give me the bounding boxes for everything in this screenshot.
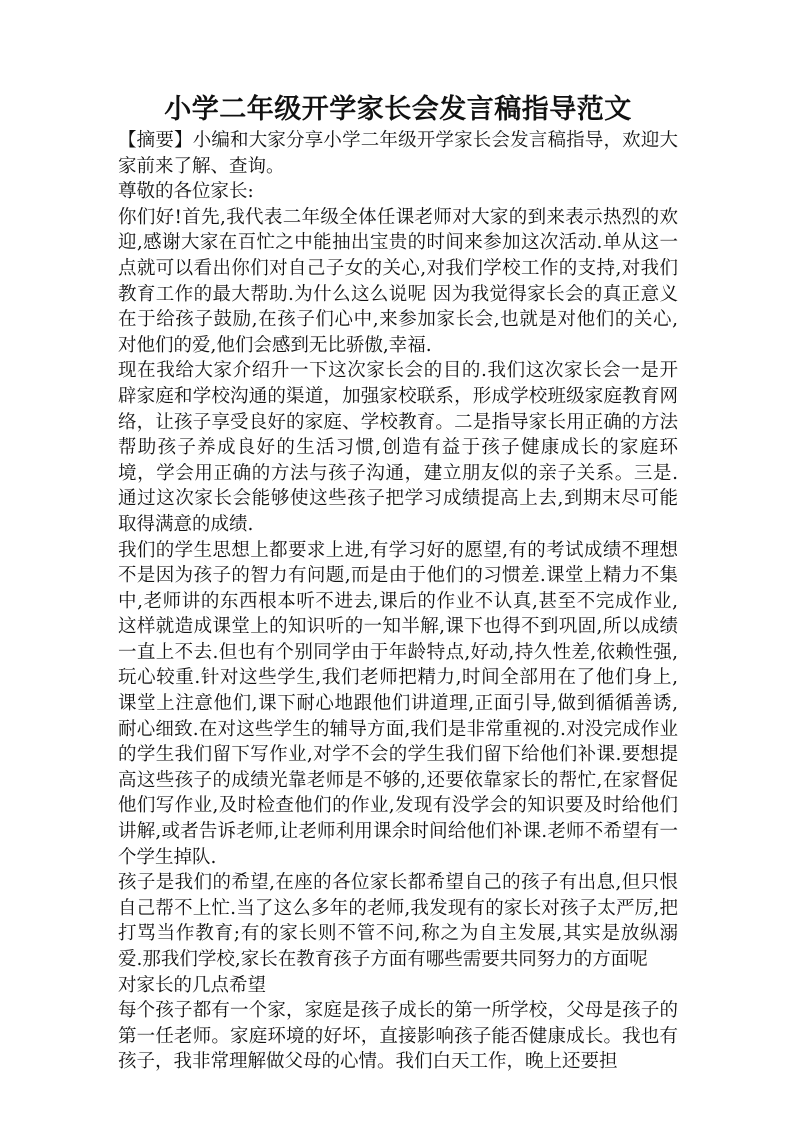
document-title: 小学二年级开学家长会发言稿指导范文: [164, 94, 632, 125]
salutation: 尊敬的各位家长:: [118, 181, 254, 203]
body-paragraph: 你们好!首先,我代表二年级全体任课老师对大家的到来表示热烈的欢迎,感谢大家在百忙之中能抽出宝贵的时间来参加这次活动.单从这一点就可以看出你们对自己子女的关心,对我们学校工作的支持,对我们教育工作的最大帮助.为什么这么说呢 因为我觉得家长会的真正意义在于给孩子鼓励,在孩子们心中,来参加家长会,也就是对他们的关心,对他们的爱,他们会感到无比骄傲,幸福.: [118, 206, 678, 356]
body-paragraph: 我们的学生思想上都要求上进,有学习好的愿望,有的考试成绩不理想不是因为孩子的智力有问题,而是由于他们的习惯差.课堂上精力不集中,老师讲的东西根本听不进去,课后的作业不认真,甚至不完成作业,这样就造成课堂上的知识听的一知半解,课下也得不到巩固,所以成绩一直上不去.但也有个别同学由于年龄特点,好动,持久性差,依赖性强,玩心较重.针对这些学生,我们老师把精力,时间全部用在了他们身上,课堂上注意他们,课下耐心地跟他们讲道理,正面引导,做到循循善诱,耐心细致.在对这些学生的辅导方面,我们是非常重视的.对没完成作业的学生我们留下写作业,对学不会的学生我们留下给他们补课.要想提高这些孩子的成绩光靠老师是不够的,还要依靠家长的帮忙,在家督促他们写作业,及时检查他们的作业,发现有没学会的知识要及时给他们讲解,或者告诉老师,让老师利用课余时间给他们补课.老师不希望有一个学生掉队.: [118, 539, 678, 868]
body-paragraph: 每个孩子都有一个家，家庭是孩子成长的第一所学校，父母是孩子的第一任老师。家庭环境的好坏，直接影响孩子能否健康成长。我也有孩子，我非常理解做父母的心情。我们白天工作，晚上还要担: [118, 1000, 678, 1073]
body-paragraph: 孩子是我们的希望,在座的各位家长都希望自己的孩子有出息,但只恨自己帮不上忙.当了这么多年的老师,我发现有的家长对孩子太严厉,把打骂当作教育;有的家长则不管不问,称之为自主发展,其实是放纵溺爱.那我们学校,家长在教育孩子方面有哪些需要共同努力的方面呢: [118, 872, 678, 970]
document-page: [118, 92, 678, 1075]
body-paragraph: 现在我给大家介绍升一下这次家长会的目的.我们这次家长会一是开辟家庭和学校沟通的渠道，加强家校联系，形成学校班级家庭教育网络，让孩子享受良好的家庭、学校教育。二是指导家长用正确的方法帮助孩子养成良好的生活习惯,创造有益于孩子健康成长的家庭环境，学会用正确的方法与孩子沟通，建立朋友似的亲子关系。三是.通过这次家长会能够使这些孩子把学习成绩提高上去,到期末尽可能取得满意的成绩.: [118, 360, 678, 535]
section-heading: 对家长的几点希望: [118, 974, 267, 996]
summary-paragraph: 【摘要】小编和大家分享小学二年级开学家长会发言稿指导，欢迎大家前来了解、查询。: [118, 130, 678, 177]
